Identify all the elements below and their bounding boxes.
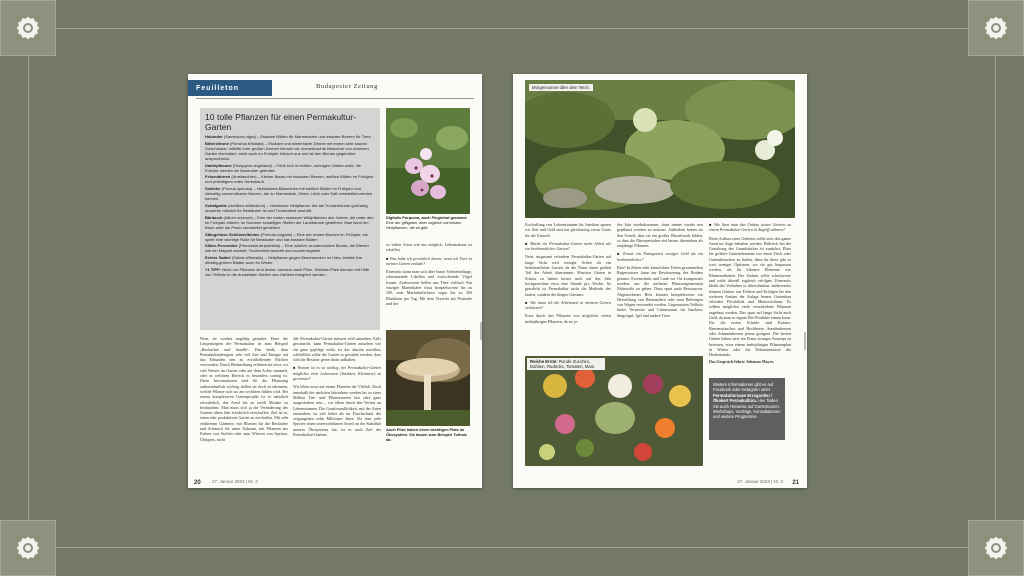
- plant-name: Stängellose Schlüsselblume: [205, 231, 260, 237]
- plant-name: Bärlauch: [205, 214, 223, 220]
- plant-name: Dattelpflaume: [205, 162, 232, 168]
- question-3-text: Kostet ein Naturgarten weniger Geld als ein herkömmlicher?: [617, 251, 703, 262]
- plant-description: (Achillea millefolium) – Heimische Heilpflanze; die als Trockenblume großartig aussieht; nützlich für Bestäuber ist und Trockenheit aushält.: [205, 202, 368, 213]
- question-2-text: Wie kann ich die Arbeitszeit in meinem Garten verkürzen?: [525, 299, 611, 311]
- plant-item: [205, 267, 375, 277]
- frame-line-left: [28, 56, 29, 520]
- mushroom-caption: [386, 428, 472, 442]
- caption-bold: Auch Pilze haben einen wichtigen Platz im Ökosystem. Sie bauen zum Beispiel Totholz ab.: [386, 427, 467, 442]
- plant-list-box: [200, 108, 380, 330]
- footer-date: 27. Januar 2023 | Nr. 2: [212, 479, 258, 484]
- article-column-1: Nein, sie werden ungültig gestaltet. Einer der Leitprinzipien der Permakultur ist zum Beispiel „Beobachte und handle“. Das heißt, dass Permakulturdesigner sehr viel Zeit und Energie auf das Erkunden neu zu erschließender Flächen verwenden. Durch Beobachtung erfahren sie etwa, wo sich Wasser im Garten oder auf dem Acker sammelt, oder in welchem Bereich es besonders sonnig ist. Diese Informationen sind für die Pflanzung außerordentlich wichtig, helfen sie doch zu erkennen, welche Pflanze sich wo am wohlsten fühlen wird. Bei einem komplexeren Gartenprojekt ist es natürlich erforderlich, das Areal bis zu zwölf Monate zu beobachten. Man muss sich ja die Veränderung des Gartens übers Jahr ersichtlich verschaffen. Ziel ist es, einen sehr produktiven Garten zu erschaffen. Mit sehr erfahrenen Gärtnern, mit Blumen für die Bestäuber und Schmuck für unser Zuhause, mit Pflanzen aus Farben von Stoffen oder zum Würzen von Speisen. Übrigens, nicht: [200, 336, 288, 442]
- column-3-text: so vielen Arten wie nur möglich, Lebensräume zu schaffen.: [386, 242, 472, 253]
- corner-flower-top-left: [0, 0, 56, 56]
- plant-description: (Amelanchier) – Kleiner Baum mit essbaren Beeren, weißen Blüten im Frühjahr und prächtigem roten Herbstlaub.: [205, 174, 374, 185]
- foxglove-caption: [386, 216, 472, 230]
- page-number: 20: [194, 480, 201, 486]
- question-2-text: Was halte ich persönlich davon, wenn ich Tiere in meinen Garten einlade?: [386, 255, 472, 266]
- plant-name: +1 TIPP:: [205, 266, 222, 272]
- plant-list-title: 10 tolle Pflanzen für einen Permakultur-Garten: [205, 112, 356, 132]
- plant-item: [205, 232, 375, 242]
- flower-icon: [974, 526, 1018, 570]
- article-column-2: [293, 336, 381, 476]
- harvest-photo: [525, 356, 703, 466]
- column-1-text: Erschaffung von Lebensräumen für Insekten sparen wir Zeit und Geld und tun gleichzeitig etwas Gutes für die Umwelt.: [525, 222, 611, 238]
- plant-item: [205, 255, 375, 265]
- flower-icon: [6, 526, 50, 570]
- question-1-text: Warum ist es so wichtig, bei Permakultur-Gärten möglichst viele Lebewesen (Insekten, Kleintiere) zu gewinnen?: [293, 365, 381, 382]
- question-2: ■ Wie kann ich die Arbeitszeit in meinem Garten verkürzen?: [525, 299, 611, 311]
- plant-name: Silber-Perowskie: [205, 243, 238, 249]
- plant-item: [205, 243, 375, 253]
- frame-line-top: [56, 28, 968, 29]
- header-divider: [196, 98, 474, 99]
- page-number: 21: [792, 480, 799, 486]
- garden-pond-photo: [525, 80, 795, 218]
- caption-bold: Digitalis Purpurea, auch Fingerhut genannt:: [386, 215, 468, 220]
- question-2: ■ Was halte ich persönlich davon, wenn ich Tiere in meinen Garten einlade?: [386, 255, 472, 266]
- plant-description: Nicht nur Pflanzen sind lecker, sondern auch Pilze. Shiitake-Pilze können mit Hilfe von Teilholz in die dunkelsten Stellen des Gartens integriert werden.: [205, 266, 370, 277]
- plant-name: Echter Salbei: [205, 255, 231, 261]
- harvest-caption: [527, 358, 605, 370]
- plant-name: Felsenbirnen: [205, 174, 231, 180]
- plant-item: [205, 186, 375, 201]
- plant-item: [205, 215, 375, 230]
- newspaper-page-left: [188, 74, 482, 488]
- footer-date: 27. Januar 2023 | Nr. 2: [737, 479, 783, 484]
- plant-item: [205, 163, 375, 173]
- article-column-3: [709, 222, 791, 376]
- column-2-text: des Jahr wiederkommen, ohne immer wieder neu gepflanzt werden zu müssen. Außerdem haben sie den Vorteil, dass sie ein großes Wurzelwerk bilden, so dass die Dürreperioden viel besser überstehen als einjährige Pflanzen.: [617, 222, 703, 249]
- plant-description: (Primula vulgaris) – Eine der ersten Blumen im Frühjahr, sie spielt eine wichtige Rolle für Bestäuber und hat essbare Blüten.: [205, 231, 368, 242]
- caption-text: Eine der giftigsten, aber zugleich schönsten Heilpflanzen, die es gibt.: [386, 219, 462, 230]
- info-bold: Permakulturoase Erzsgarden / Ökokert Permakultúra.: [713, 392, 772, 404]
- plant-description: (Allium ursinum) – Eine der ersten essbaren Wildpflanzen des Jahres, die unter den im Frühjahr blühen, im Sommer schattigen Stellen der Laubbäume gedeihen. Man kann ihn frisch oder als Pesto verarbeitet genießen.: [205, 214, 374, 230]
- foxglove-photo: [386, 108, 470, 214]
- column-3-text-b: Einerseits kann man sich über bunte Schmetterlinge, schimmernde Libellen und zwitschernde Vögel freuen. Andererseits helfen uns Tiere vielfach: Ein einziger Marienkäfer frisst beispielsweise bis zu 100, eine Marienkäferlarve sogar bis zu 300 Blattläuse pro Tag. Mit dem Verzicht auf Pestizide und der: [386, 269, 472, 306]
- newspaper-page-right: [513, 74, 807, 488]
- info-text-2: Hier finden Sie auch Hinweise auf Gartentouren, Workshops, Vorträge, Konsultationen und weitere Programme.: [713, 398, 781, 420]
- plant-description: (Sambucus nigra) – Essbare Blüten für Marmeladen und essbare Beeren für Tiere.: [223, 134, 372, 139]
- plant-item: [205, 203, 375, 213]
- plant-description: (Prunus spinosa) – Heimisches Bäumchen mit weißen Blüten im Frühjahr und vielseitig verwendbaren Beeren, die zu Marmelade, Gelee, Likör oder Saft verarbeitet werden können.: [205, 186, 373, 202]
- column-2-text-b: Wir leben zwar auf einem Planeten der Vielfalt. Doch innerhalb der nächsten Jahrzehnte werden bis zu einer Million Tier- und Pflanzenarten fast oder ganz ausgestorben sein – vor allem durch den Verlust an Lebensräumen. Die Graufreundlichkeit, mit der Arten aussterben, ist viel höher als im Durchschnitt der vergangenen zehn Millionen Jahre. Da aber jede Spezies einen unverzichtbaren Anteil an der Stabilität unseres Ökosystems hat, ist es auch Ziel der Permakultur-Gärtner,: [293, 384, 381, 438]
- question-4: ■ Wie lässt man den Umbau seines Gartens zu einem Permakultur-Garten in Angriff nehmen?: [709, 222, 791, 233]
- caption-text: Runde Zucchini, Dahlien, Rudecks, Tomaten, Mais.: [530, 359, 596, 369]
- frame-line-bottom: [56, 547, 968, 548]
- plant-description: (Diospyros virginiana) – Fühlt sich in heißen, sonnigen Gärten wohl; die Früchte werden ab November geerntet.: [205, 162, 361, 173]
- column-2-text: alle Permakultur-Gärten müssen wild aussehen. Falls gewünscht, kann Permakultur-Gärten aussehen wie ein ganz gepflegt wirkt, ist das absolut machbar, schließlich sollte der Garten so gestaltet werden, dass sich die Besitzer gerne darin aufhalten.: [293, 336, 381, 363]
- plant-description: (Poncirus trifoliata) – Essbare und winterharte Zitrone mit einem sehr sauren Geschmack; mithilfe ihrer großen Dornen können wir unerwünschte Besucher von unserem Garten fernhalten; sieht auch im Frühjahr hübsch aus und ist den Bienen gegenüber anspruchslos.: [205, 140, 369, 161]
- column-1-text-b: Nein, insgesamt erfordern Permakultur-Gärten auf lange Sicht weit weniger Arbeit als ein herkömmlicher Garten, da die Natur einen großen Teil der Arbeit übernimmt. Mussten Gärten in Schuss zu halten kostet auch auf das Jahr hochgerechnet etwa eine Stunde pro Woche. So grasdicht ist Permakultur nicht die Methode des faulen, sondern des klugen Gärtners.: [525, 254, 611, 297]
- question-3: ■ Kostet ein Naturgarten weniger Geld als ein herkömmlicher?: [617, 251, 703, 262]
- question-1: ■ Macht ein Permakultur-Garten mehr Arbeit als ein herkömmlicher Garten?: [525, 240, 611, 252]
- corner-flower-bottom-right: [968, 520, 1024, 576]
- plant-item: [205, 174, 375, 184]
- plant-list: [205, 134, 375, 277]
- column-1-text-c: Etwa durch das Pflanzen von möglichst vielen mehrjährigen Pflanzen, da sie je-: [525, 313, 611, 324]
- column-2-text-b: Klar! In Zeiten oder künstlichen Tiefen gesammelten Regenwasser kann zur Bewässerung des Bodens genutzt. Essenschnitt und Laub vor Ort kompostiert werden, um der nächsten Pflanzengeneration Nährstoffe zu geben. Dazu spart auch Ressourcen. Abgestorbenes Holz können beispielsweise zur Herstellung von Beetrandern oder zum Befestigen von Wegen verwendet werden. Ungenutzten Teilholz bietet Verstecke und Lebensraum für Insekten, Singvögel, Igel und andere Tiere.: [617, 265, 703, 318]
- article-column-2: [617, 222, 703, 356]
- caption-bold: Reiche Ernte:: [530, 359, 558, 364]
- question-4-text: Wie lässt man den Umbau seines Gartens zu einem Permakultur-Garten in Angriff nehmen?: [709, 222, 791, 233]
- photo-label: Morgensonne über dem Teich.: [529, 84, 593, 91]
- flower-icon: [6, 6, 50, 50]
- mushroom-photo: [386, 330, 470, 426]
- scroll-handle-left[interactable]: [480, 322, 482, 340]
- plant-name: Schafgarbe: [205, 202, 228, 208]
- article-column-3: [386, 242, 472, 326]
- flower-icon: [974, 6, 1018, 50]
- corner-flower-top-right: [968, 0, 1024, 56]
- scroll-handle-right[interactable]: [804, 332, 806, 350]
- column-3-text: Beim Aufbau eines Gebietes sollte stets das ganze Areal im Auge behalten werden. Hilfreich bei der Gestaltung des Grundstückes ist zunächst, Platz für größere Gartenelemente wie einen Teich oder Gartenhäuschen zu finden, denn für diese gibt es weit weniger Optionen, wo sie gut hinpassen werden, als für kleinere Elemente wie Blumenrabatten. Der Umbau sollte schrittweise und nicht überall zugleich erfolgen. Einerseits bleibt das Verhalten so überschaubar, andererseits können Gärtner aus Fehlern und Erfolgen für den weiteren Ausbau der Anlage lernen. Gartenbau erfordert Flexibilität und Mentorrichtum. Es sollten möglichst viele verschiedene Pflanzen angebaut werden. Das spart auf lange Sicht auch Geld, da man so eigene Bio-Produkte ernten kann. Für die ersten Schritte sind Kräuter, Beerensträucher und Hochbeete, Staudenbeeren oder Johannisbeeren prima geeignet. Die besten Gärten haben stets ein Einen strenges Konzept zu betreuen, etwa einem mehrjährigen Pflanzenplan in Winter oder die Dokumentation des Herbststande.: [709, 235, 791, 358]
- plant-description: (Salvia officinalis) – Heilpflanze gegen Beschwerden im Hals; beliebt ihre ölhaltig-grünen Blätter auch im Winter.: [205, 255, 363, 266]
- plant-name: Bitterzitrone: [205, 140, 229, 146]
- info-text: Weitere Informationen gibt es auf Facebook oder Instagram unter: [713, 382, 774, 393]
- plant-name: Holunder: [205, 134, 223, 139]
- plant-item: [205, 134, 375, 139]
- plant-description: (Perovskia atriplicifolia) – Eine wirklich wunderschöne Blume, die Bienen wie ein Magnet anzieht; Trockenheit aushält und wucherungsfrei.: [205, 243, 369, 254]
- section-label: Feuilleton: [188, 80, 272, 96]
- frame-line-right: [995, 56, 996, 520]
- plant-name: Schlehe: [205, 186, 221, 192]
- plant-item: [205, 141, 375, 161]
- interview-credit: Das Gespräch führte Johanna Mayer.: [709, 359, 774, 365]
- question-1: ■ Warum ist es so wichtig, bei Permakultur-Gärten möglichst viele Lebewesen (Insekten, Kleintiere) zu gewinnen?: [293, 365, 381, 382]
- newspaper-title: Budapester Zeitung: [316, 83, 378, 90]
- question-1-text: Macht ein Permakultur-Garten mehr Arbeit als ein herkömmlicher Garten?: [525, 240, 611, 252]
- info-box: [709, 378, 785, 440]
- corner-flower-bottom-left: [0, 520, 56, 576]
